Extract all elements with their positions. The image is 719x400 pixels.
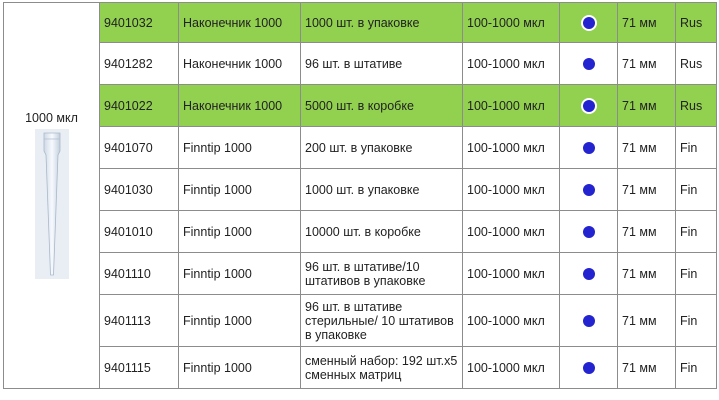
origin-cell: Fin <box>676 169 717 211</box>
product-name-cell: Finntip 1000 <box>179 253 301 295</box>
packaging-cell: 96 шт. в штативе/10 штативов в упаковке <box>301 253 463 295</box>
table-row <box>4 347 717 389</box>
packaging-cell: 5000 шт. в коробке <box>301 85 463 127</box>
volume-range-cell: 100-1000 мкл <box>463 347 560 389</box>
tip-size-cell <box>4 3 100 389</box>
marker-cell <box>560 295 618 347</box>
product-code-cell: 9401022 <box>100 85 179 127</box>
marker-dot <box>583 268 595 280</box>
table-row <box>4 127 717 169</box>
tip-length-cell: 71 мм <box>618 85 676 127</box>
volume-range-cell: 100-1000 мкл <box>463 295 560 347</box>
origin-cell: Rus <box>676 3 717 43</box>
origin-cell: Fin <box>676 127 717 169</box>
table-row <box>4 253 717 295</box>
tip-length-cell: 71 мм <box>618 295 676 347</box>
product-code-cell: 9401282 <box>100 43 179 85</box>
origin-cell: Rus <box>676 43 717 85</box>
origin-cell: Fin <box>676 347 717 389</box>
marker-cell <box>560 43 618 85</box>
table-row <box>4 169 717 211</box>
product-name-cell: Наконечник 1000 <box>179 3 301 43</box>
product-code-cell: 9401032 <box>100 3 179 43</box>
product-code-cell: 9401010 <box>100 211 179 253</box>
product-name-cell: Finntip 1000 <box>179 295 301 347</box>
tip-length-cell: 71 мм <box>618 169 676 211</box>
tip-length-cell: 71 мм <box>618 211 676 253</box>
volume-range-cell: 100-1000 мкл <box>463 85 560 127</box>
product-code-cell: 9401115 <box>100 347 179 389</box>
marker-cell <box>560 169 618 211</box>
volume-range-cell: 100-1000 мкл <box>463 43 560 85</box>
tip-length-cell: 71 мм <box>618 347 676 389</box>
origin-cell: Rus <box>676 85 717 127</box>
marker-cell <box>560 127 618 169</box>
tip-size-label: 1000 мкл <box>25 111 78 125</box>
marker-cell <box>560 3 618 43</box>
volume-range-cell: 100-1000 мкл <box>463 211 560 253</box>
product-name-cell: Наконечник 1000 <box>179 43 301 85</box>
pipette-tip-icon <box>35 129 69 279</box>
product-name-cell: Finntip 1000 <box>179 169 301 211</box>
product-name-cell: Finntip 1000 <box>179 127 301 169</box>
product-code-cell: 9401070 <box>100 127 179 169</box>
packaging-cell: 1000 шт. в упаковке <box>301 169 463 211</box>
volume-range-cell: 100-1000 мкл <box>463 169 560 211</box>
product-name-cell: Наконечник 1000 <box>179 85 301 127</box>
marker-dot <box>583 184 595 196</box>
tip-length-cell: 71 мм <box>618 253 676 295</box>
origin-cell: Fin <box>676 295 717 347</box>
marker-dot <box>583 17 595 29</box>
tip-length-cell: 71 мм <box>618 43 676 85</box>
tip-length-cell: 71 мм <box>618 3 676 43</box>
marker-dot <box>583 362 595 374</box>
packaging-cell: сменный набор: 192 шт.x5 сменных матриц <box>301 347 463 389</box>
marker-cell <box>560 85 618 127</box>
product-name-cell: Finntip 1000 <box>179 347 301 389</box>
marker-dot <box>583 58 595 70</box>
packaging-cell: 200 шт. в упаковке <box>301 127 463 169</box>
table-row <box>4 3 717 43</box>
marker-dot <box>583 100 595 112</box>
volume-range-cell: 100-1000 мкл <box>463 3 560 43</box>
tip-length-cell: 71 мм <box>618 127 676 169</box>
packaging-cell: 1000 шт. в упаковке <box>301 3 463 43</box>
marker-dot <box>583 315 595 327</box>
marker-cell <box>560 211 618 253</box>
product-code-cell: 9401110 <box>100 253 179 295</box>
packaging-cell: 10000 шт. в коробке <box>301 211 463 253</box>
packaging-cell: 96 шт. в штативе <box>301 43 463 85</box>
packaging-cell: 96 шт. в штативе стерильные/ 10 штативов в упаковке <box>301 295 463 347</box>
volume-range-cell: 100-1000 мкл <box>463 253 560 295</box>
table-row <box>4 295 717 347</box>
marker-cell <box>560 347 618 389</box>
table-row <box>4 85 717 127</box>
product-code-cell: 9401030 <box>100 169 179 211</box>
origin-cell: Fin <box>676 211 717 253</box>
product-name-cell: Finntip 1000 <box>179 211 301 253</box>
marker-dot <box>583 226 595 238</box>
product-table <box>3 2 717 389</box>
origin-cell: Fin <box>676 253 717 295</box>
product-code-cell: 9401113 <box>100 295 179 347</box>
marker-cell <box>560 253 618 295</box>
table-row <box>4 211 717 253</box>
volume-range-cell: 100-1000 мкл <box>463 127 560 169</box>
marker-dot <box>583 142 595 154</box>
table-row <box>4 43 717 85</box>
